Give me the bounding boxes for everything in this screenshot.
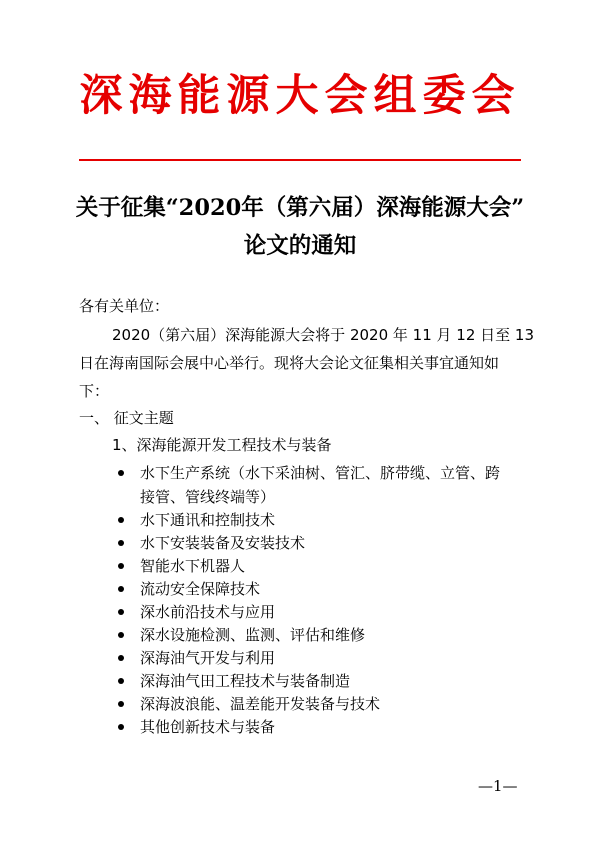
topic-label: 水下安装装备及安装技术 — [140, 534, 306, 552]
topic-label: 智能水下机器人 — [140, 557, 246, 575]
topic-label-continued: 接管、管线终端等） — [140, 488, 276, 506]
intro-paragraph-line-3: 下： — [79, 382, 110, 400]
bullet-icon — [118, 517, 124, 523]
topic-label: 深海油气田工程技术与装备制造 — [140, 672, 351, 690]
page-number: —1— — [478, 777, 518, 795]
topic-label: 流动安全保障技术 — [140, 580, 261, 598]
topic-label: 深海波浪能、温差能开发装备与技术 — [140, 695, 381, 713]
salutation: 各有关单位： — [79, 297, 170, 315]
bullet-icon — [118, 655, 124, 661]
bullet-icon — [118, 540, 124, 546]
topic-label: 其他创新技术与装备 — [140, 718, 276, 736]
topic-label: 深水前沿技术与应用 — [140, 603, 276, 621]
section-heading-1: 一、 征文主题 — [79, 409, 174, 427]
topic-label: 水下生产系统（水下采油树、管汇、脐带缆、立管、跨 — [140, 464, 501, 482]
intro-paragraph-line-2: 日在海南国际会展中心举行。现将大会论文征集相关事宜通知如 — [79, 354, 500, 372]
header-divider — [79, 159, 521, 161]
bullet-icon — [118, 632, 124, 638]
intro-paragraph-line-1: 2020（第六届）深海能源大会将于 2020 年 11 月 12 日至 13 — [112, 326, 534, 344]
subsection-heading-1: 1、深海能源开发工程技术与装备 — [112, 436, 332, 454]
bullet-icon — [118, 609, 124, 615]
bullet-icon — [118, 678, 124, 684]
organizer-header: 深海能源大会组委会 — [79, 71, 521, 121]
bullet-icon — [118, 563, 124, 569]
bullet-icon — [118, 701, 124, 707]
topic-label: 深海油气开发与利用 — [140, 649, 276, 667]
bullet-icon — [118, 724, 124, 730]
topic-label: 水下通讯和控制技术 — [140, 511, 276, 529]
topic-label: 深水设施检测、监测、评估和维修 — [140, 626, 366, 644]
bullet-icon — [118, 586, 124, 592]
document-title-line-1: 关于征集“2020年（第六届）深海能源大会” — [75, 195, 525, 221]
document-title-line-2: 论文的通知 — [243, 233, 357, 259]
bullet-icon — [118, 470, 124, 476]
